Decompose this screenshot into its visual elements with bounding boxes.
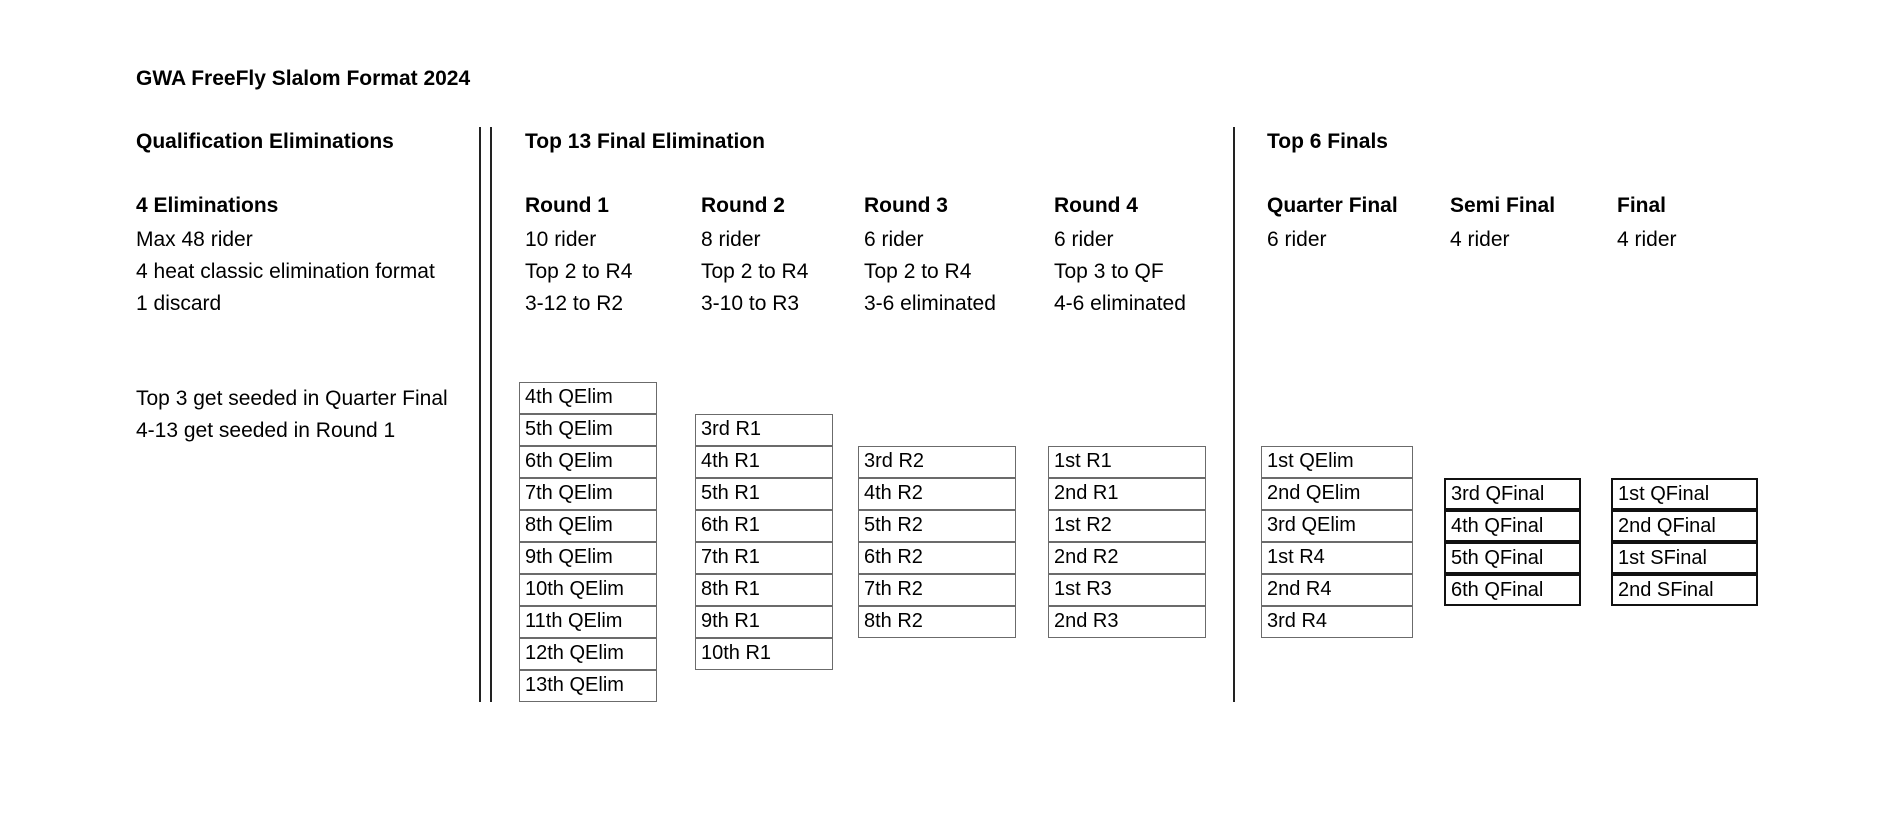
round2-slot: 7th R1 bbox=[695, 542, 833, 574]
round2-info: 8 rider bbox=[701, 228, 761, 251]
round4-info: 4-6 eliminated bbox=[1054, 292, 1186, 315]
qualification-line: 4 heat classic elimination format bbox=[136, 260, 435, 283]
final-slot: 2nd QFinal bbox=[1611, 510, 1758, 542]
page-title: GWA FreeFly Slalom Format 2024 bbox=[136, 67, 471, 90]
quarter-final-slot: 2nd QElim bbox=[1261, 478, 1413, 510]
round2-slot: 10th R1 bbox=[695, 638, 833, 670]
round4-title: Round 4 bbox=[1054, 194, 1138, 217]
round3-slot: 3rd R2 bbox=[858, 446, 1016, 478]
round1-slot: 8th QElim bbox=[519, 510, 657, 542]
round3-slot: 7th R2 bbox=[858, 574, 1016, 606]
round2-slot: 4th R1 bbox=[695, 446, 833, 478]
round1-slot: 5th QElim bbox=[519, 414, 657, 446]
final-slot: 1st QFinal bbox=[1611, 478, 1758, 510]
round2-slot: 5th R1 bbox=[695, 478, 833, 510]
top13-header: Top 13 Final Elimination bbox=[525, 130, 765, 153]
round1-title: Round 1 bbox=[525, 194, 609, 217]
round4-info: 6 rider bbox=[1054, 228, 1114, 251]
quarter-final-slot: 2nd R4 bbox=[1261, 574, 1413, 606]
round2-info: Top 2 to R4 bbox=[701, 260, 809, 283]
semi-final-slot: 6th QFinal bbox=[1444, 574, 1581, 606]
final-slot: 2nd SFinal bbox=[1611, 574, 1758, 606]
round1-info: 3-12 to R2 bbox=[525, 292, 624, 315]
round1-slot: 10th QElim bbox=[519, 574, 657, 606]
quarter-final-slot: 1st R4 bbox=[1261, 542, 1413, 574]
round1-info: 10 rider bbox=[525, 228, 597, 251]
round1-slot: 12th QElim bbox=[519, 638, 657, 670]
round3-slot: 6th R2 bbox=[858, 542, 1016, 574]
round1-slot: 13th QElim bbox=[519, 670, 657, 702]
round3-info: 6 rider bbox=[864, 228, 924, 251]
round3-slot: 8th R2 bbox=[858, 606, 1016, 638]
round4-slot: 2nd R1 bbox=[1048, 478, 1206, 510]
round2-slot: 8th R1 bbox=[695, 574, 833, 606]
round4-slot: 1st R2 bbox=[1048, 510, 1206, 542]
round4-slot: 2nd R3 bbox=[1048, 606, 1206, 638]
round2-slot: 3rd R1 bbox=[695, 414, 833, 446]
round1-slot: 7th QElim bbox=[519, 478, 657, 510]
round4-slot: 1st R3 bbox=[1048, 574, 1206, 606]
round4-info: Top 3 to QF bbox=[1054, 260, 1164, 283]
round1-slot: 11th QElim bbox=[519, 606, 657, 638]
top6-header: Top 6 Finals bbox=[1267, 130, 1388, 153]
quarter-final-slot: 3rd QElim bbox=[1261, 510, 1413, 542]
semi-final-title: Semi Final bbox=[1450, 194, 1556, 217]
final-slot: 1st SFinal bbox=[1611, 542, 1758, 574]
semi-final-slot: 5th QFinal bbox=[1444, 542, 1581, 574]
round1-slot: 9th QElim bbox=[519, 542, 657, 574]
semi-final-slot: 3rd QFinal bbox=[1444, 478, 1581, 510]
seeding-line: Top 3 get seeded in Quarter Final bbox=[136, 387, 448, 410]
round3-slot: 4th R2 bbox=[858, 478, 1016, 510]
qualification-header: Qualification Eliminations bbox=[136, 130, 394, 153]
round3-info: Top 2 to R4 bbox=[864, 260, 972, 283]
quarter-final-slot: 3rd R4 bbox=[1261, 606, 1413, 638]
qualification-line: Max 48 rider bbox=[136, 228, 253, 251]
round4-slot: 2nd R2 bbox=[1048, 542, 1206, 574]
seeding-line: 4-13 get seeded in Round 1 bbox=[136, 419, 396, 442]
qualification-line: 1 discard bbox=[136, 292, 222, 315]
divider-line bbox=[1233, 127, 1235, 702]
divider-line bbox=[479, 127, 481, 702]
round2-title: Round 2 bbox=[701, 194, 785, 217]
semi-final-info: 4 rider bbox=[1450, 228, 1510, 251]
round1-slot: 4th QElim bbox=[519, 382, 657, 414]
round4-slot: 1st R1 bbox=[1048, 446, 1206, 478]
round2-slot: 6th R1 bbox=[695, 510, 833, 542]
round3-info: 3-6 eliminated bbox=[864, 292, 996, 315]
round3-slot: 5th R2 bbox=[858, 510, 1016, 542]
round2-slot: 9th R1 bbox=[695, 606, 833, 638]
qualification-subheader: 4 Eliminations bbox=[136, 194, 279, 217]
round2-info: 3-10 to R3 bbox=[701, 292, 800, 315]
final-info: 4 rider bbox=[1617, 228, 1677, 251]
round1-info: Top 2 to R4 bbox=[525, 260, 633, 283]
round3-title: Round 3 bbox=[864, 194, 948, 217]
quarter-final-title: Quarter Final bbox=[1267, 194, 1398, 217]
quarter-final-info: 6 rider bbox=[1267, 228, 1327, 251]
quarter-final-slot: 1st QElim bbox=[1261, 446, 1413, 478]
divider-line bbox=[490, 127, 492, 702]
semi-final-slot: 4th QFinal bbox=[1444, 510, 1581, 542]
round1-slot: 6th QElim bbox=[519, 446, 657, 478]
final-title: Final bbox=[1617, 194, 1667, 217]
